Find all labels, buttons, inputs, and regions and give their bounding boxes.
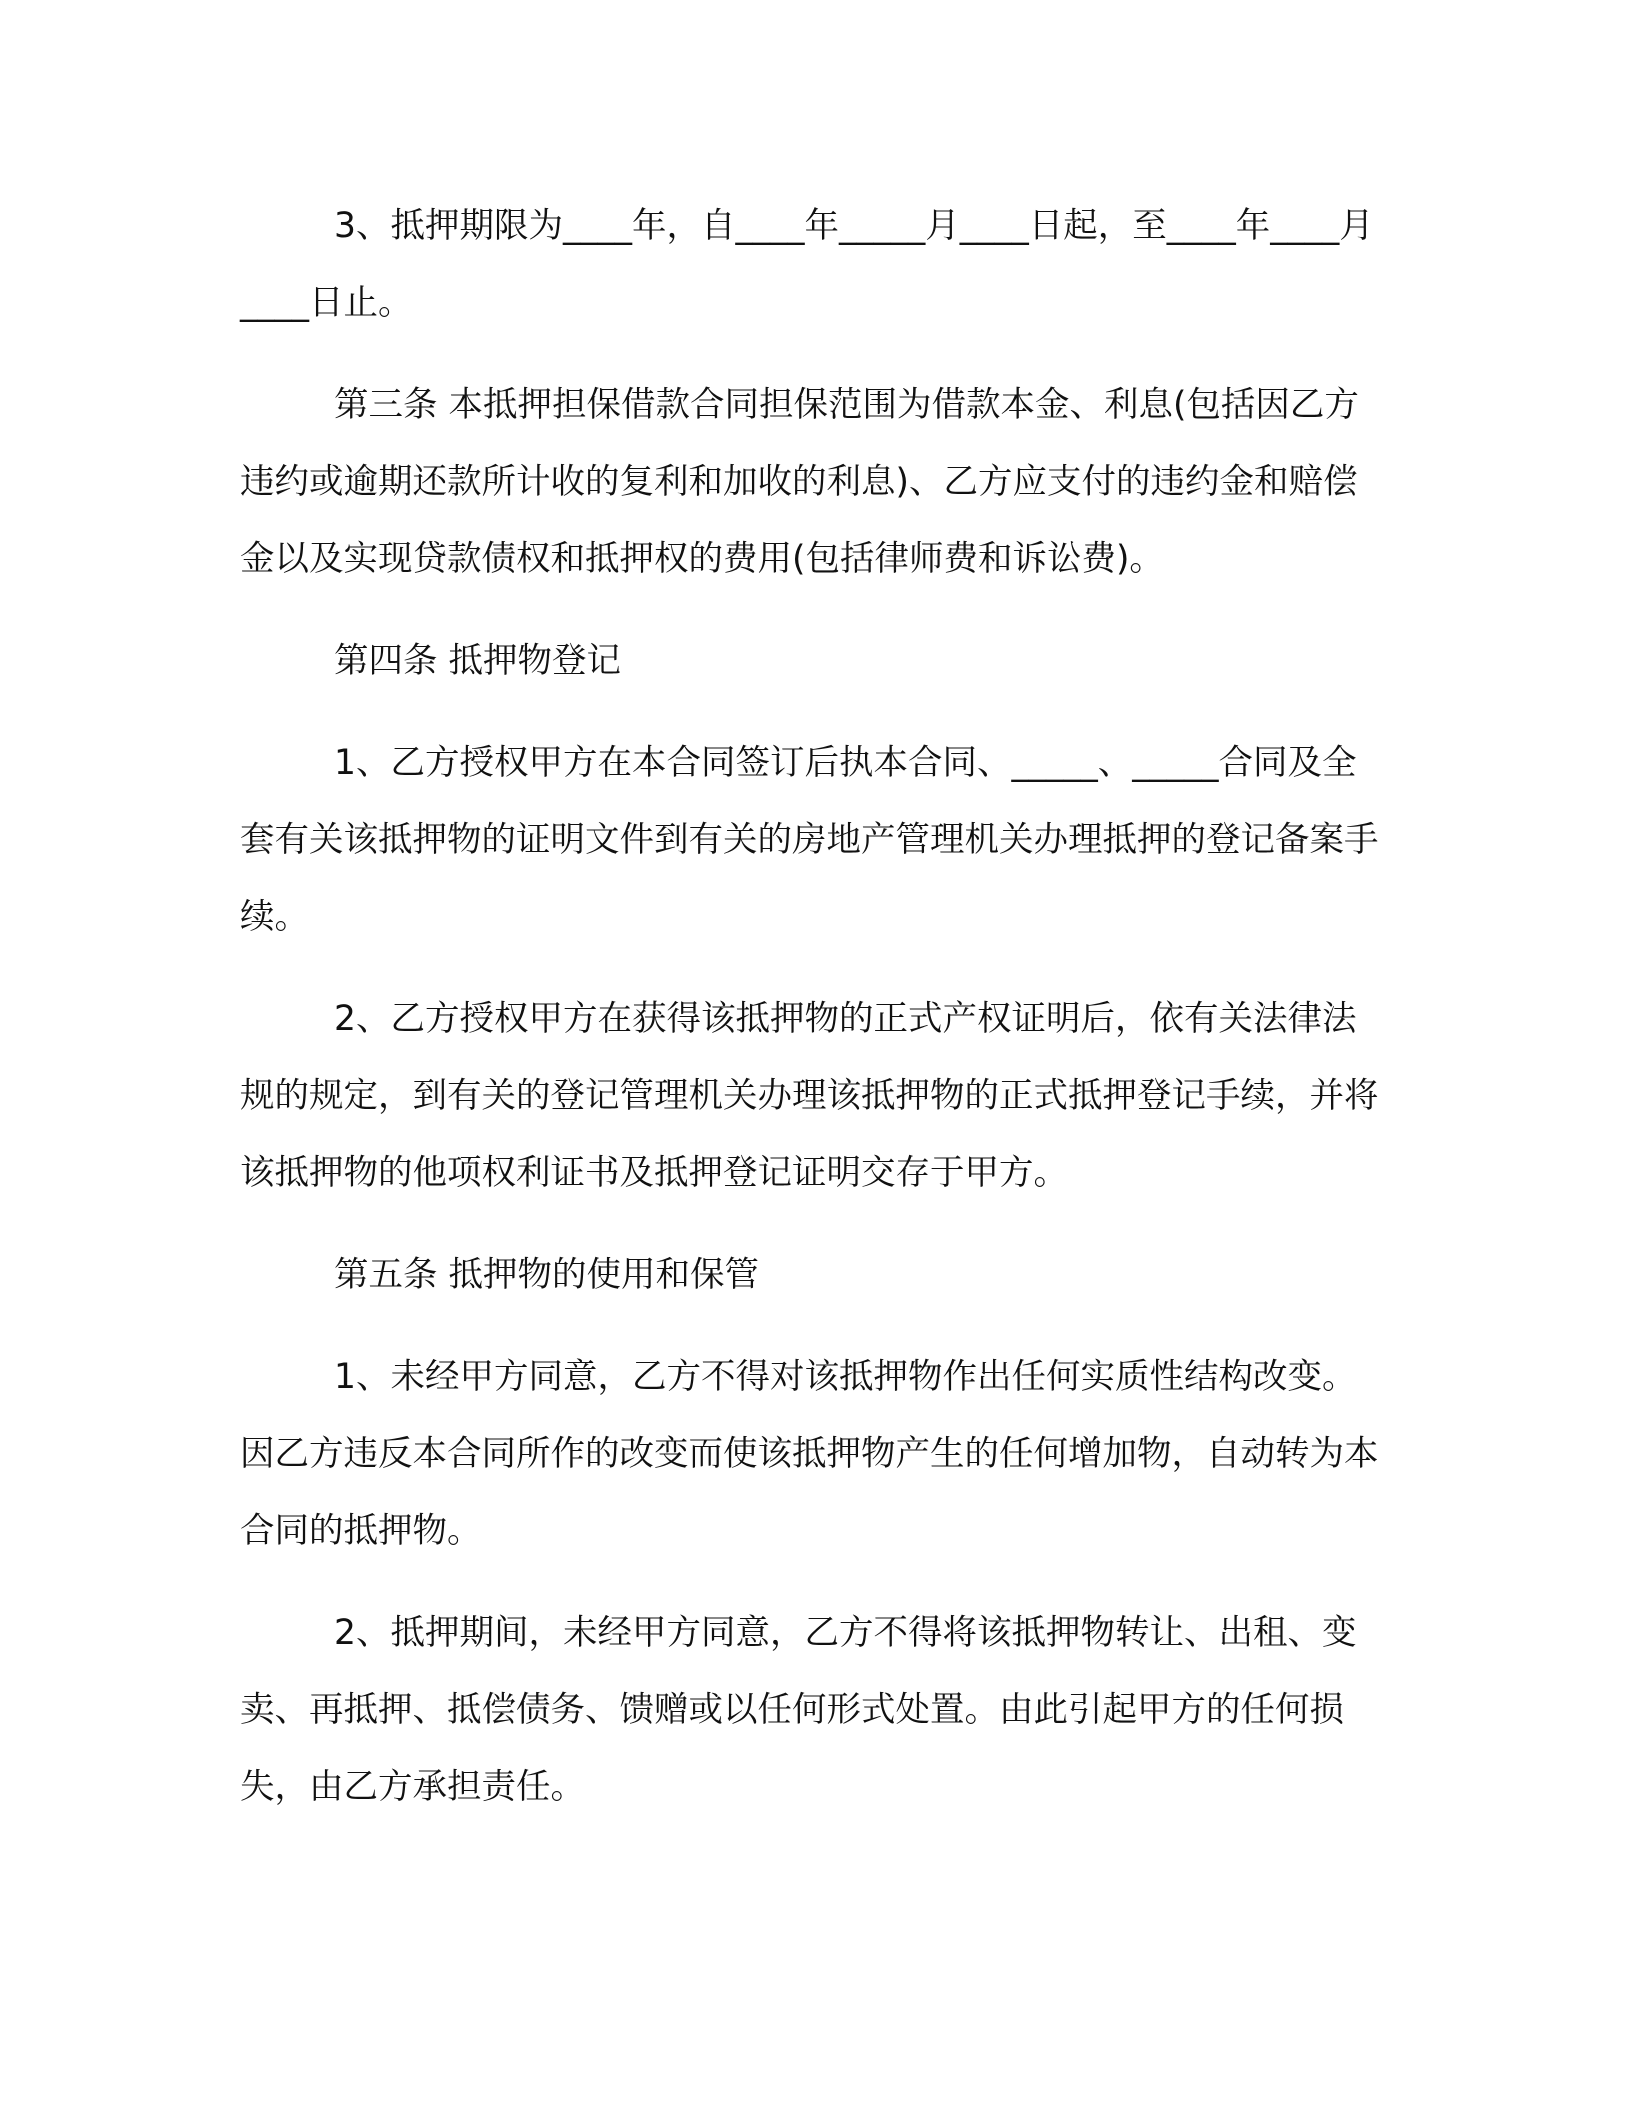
document-body bbox=[240, 188, 1390, 1851]
clause-term-paragraph: 3、抵押期限为____年，自____年_____月____日起，至____年____月____日止。 bbox=[240, 206, 1374, 323]
article-5-item-1: 1、未经甲方同意，乙方不得对该抵押物作出任何实质性结构改变。因乙方违反本合同所作的改变而使该抵押物产生的任何增加物，自动转为本合同的抵押物。 bbox=[240, 1357, 1379, 1551]
article-4-heading: 第四条 抵押物登记 bbox=[334, 641, 621, 681]
article-5-item-2: 2、抵押期间，未经甲方同意，乙方不得将该抵押物转让、出租、变卖、再抵押、抵偿债务、馈赠或以任何形式处置。由此引起甲方的任何损失，由乙方承担责任。 bbox=[240, 1613, 1357, 1807]
article-4-item-1: 1、乙方授权甲方在本合同签订后执本合同、_____、_____合同及全套有关该抵押物的证明文件到有关的房地产管理机关办理抵押的登记备案手续。 bbox=[240, 743, 1379, 937]
article-5-heading: 第五条 抵押物的使用和保管 bbox=[334, 1255, 759, 1295]
article-3-paragraph: 第三条 本抵押担保借款合同担保范围为借款本金、利息(包括因乙方违约或逾期还款所计收的复利和加收的利息)、乙方应支付的违约金和赔偿金以及实现贷款债权和抵押权的费用(包括律师费和诉讼费)。 bbox=[240, 385, 1359, 579]
article-4-item-2: 2、乙方授权甲方在获得该抵押物的正式产权证明后，依有关法律法规的规定，到有关的登记管理机关办理该抵押物的正式抵押登记手续，并将该抵押物的他项权利证书及抵押登记证明交存于甲方。 bbox=[240, 999, 1379, 1193]
